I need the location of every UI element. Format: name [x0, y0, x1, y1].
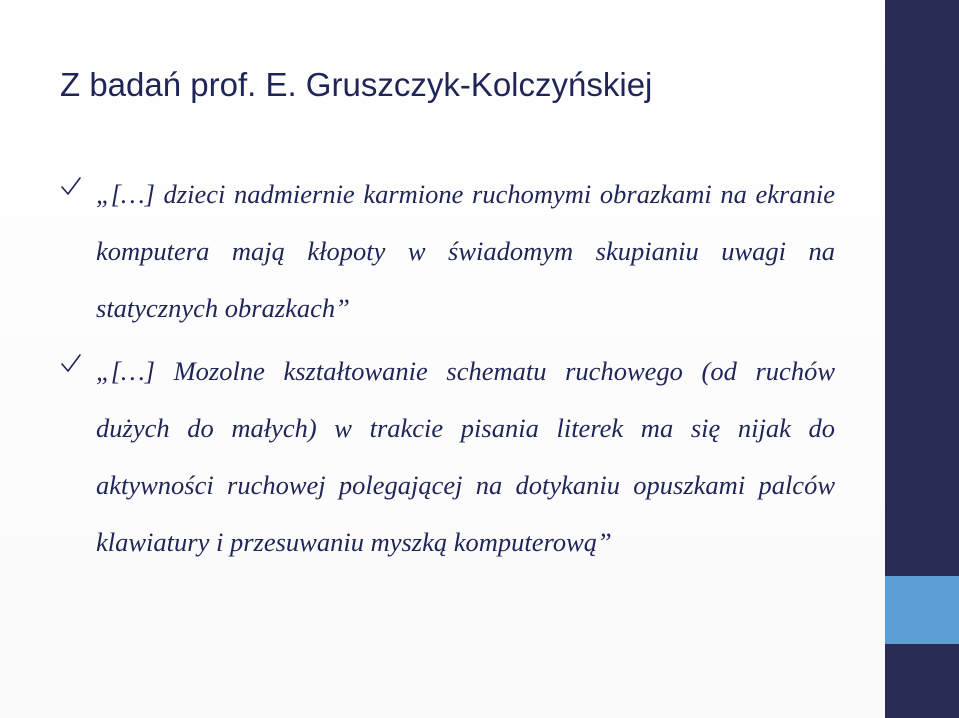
checkmark-icon [60, 352, 82, 374]
bullet-list [60, 166, 835, 577]
checkmark-icon [60, 175, 82, 197]
decorative-sidebar-accent [885, 576, 959, 644]
bullet-item [60, 343, 835, 571]
bullet-text: „[…] dzieci nadmiernie karmione ruchomymi obrazkami na ekranie komputera mają kłopoty w świadomym skupianiu uwagi na statycznych obrazkach” [96, 179, 835, 323]
bullet-item [60, 166, 835, 337]
slide-title: Z badań prof. E. Gruszczyk-Kolczyńskiej [60, 66, 653, 103]
bullet-text: „[…] Mozolne kształtowanie schematu ruchowego (od ruchów dużych do małych) w trakcie pisania literek ma się nijak do aktywności ruchowej polegającej na dotykaniu opuszkami palców klawiatury i przesuwaniu myszką komputerową” [96, 356, 835, 557]
